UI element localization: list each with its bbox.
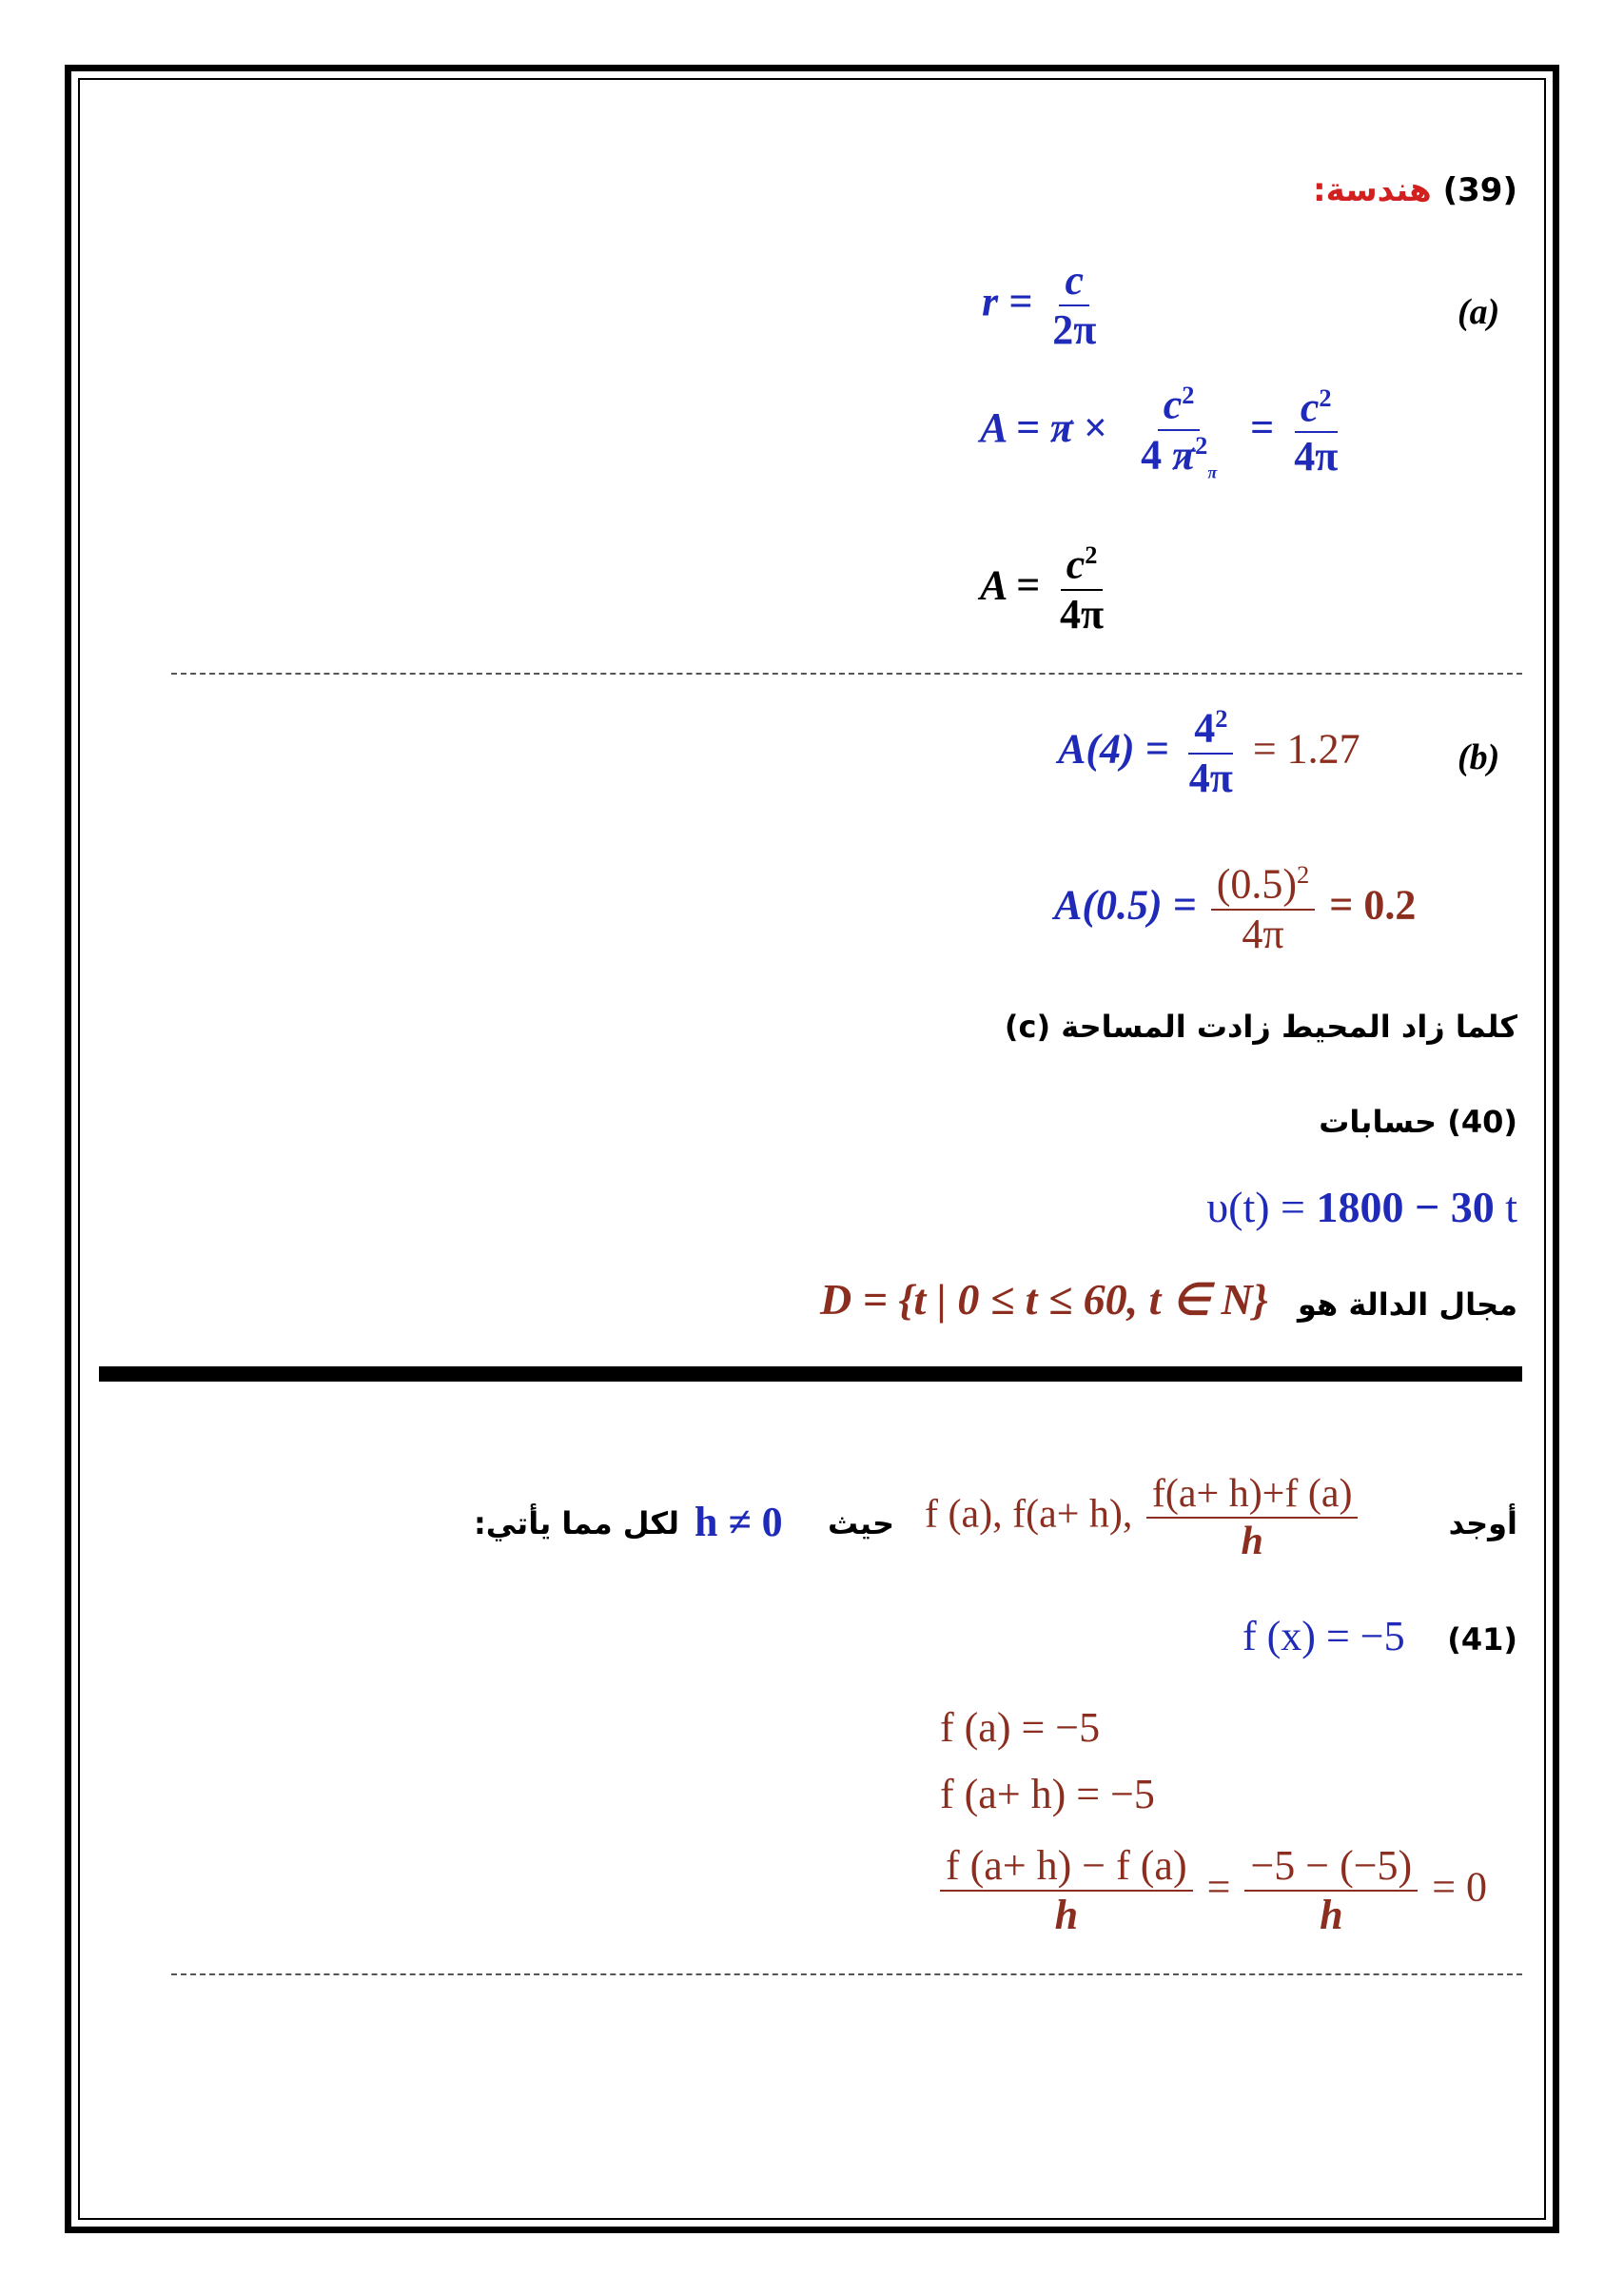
b2-rhs: = 0.2: [1329, 881, 1417, 929]
area-rnum: c: [1300, 383, 1320, 431]
q41-number: (41): [1447, 1621, 1517, 1658]
where-word: حيث: [828, 1505, 894, 1541]
q39-number: (39): [1442, 171, 1517, 209]
sq-5: 2: [1215, 704, 1228, 733]
thick-divider: [99, 1366, 1522, 1382]
final-num: c: [1066, 540, 1086, 588]
q39-heading: [1313, 171, 1517, 209]
sq-2: 2: [1195, 430, 1208, 460]
dq-result: = 0: [1432, 1863, 1488, 1911]
v-lhs: υ(t) =: [1206, 1183, 1305, 1231]
task-items: f (a), f(a+ h),: [925, 1492, 1133, 1537]
radius-den: 2π: [1052, 306, 1097, 354]
area-eq: =: [1250, 404, 1275, 452]
domain-expression: D = {t | 0 ≤ t ≤ 60, t ∈ N}: [820, 1275, 1268, 1324]
dq-num: f (a+ h) − f (a): [940, 1844, 1193, 1892]
radius-lhs: r =: [982, 278, 1033, 325]
area-derivation: [980, 383, 1347, 481]
final-lhs: A =: [980, 561, 1040, 609]
radius-formula: [982, 259, 1105, 352]
each-of-following: لكل مما يأتي:: [474, 1505, 679, 1541]
condition-h-nonzero: h ≠ 0: [695, 1499, 783, 1545]
difference-quotient: [936, 1844, 1487, 1937]
dq-mid-den: h: [1320, 1892, 1343, 1939]
b2-num: (0.5): [1216, 860, 1298, 908]
q40-heading: (40) حسابات: [1319, 1104, 1517, 1140]
sq-6: 2: [1297, 860, 1310, 889]
b1-den: 4π: [1188, 754, 1233, 801]
domain-label: مجال الدالة هو: [1297, 1286, 1517, 1323]
q41-function: f (x) = −5: [1242, 1613, 1405, 1659]
area-at-half: [1054, 862, 1416, 956]
b1-num: 4: [1194, 704, 1216, 752]
area-at-4: [1058, 706, 1360, 800]
part-c-text: (c) كلما زاد المحيط زادت المساحة: [1004, 1009, 1517, 1045]
area-den-four: 4: [1141, 431, 1163, 479]
dq-mid-num: −5 − (−5): [1244, 1844, 1418, 1892]
times-sign: ×: [1084, 404, 1108, 452]
b2-lhs: A(0.5) =: [1054, 881, 1197, 929]
final-den: 4π: [1060, 590, 1105, 638]
sq-1: 2: [1182, 381, 1195, 409]
dashed-divider-2: [171, 1973, 1522, 1975]
dq-eq: =: [1206, 1863, 1231, 1911]
velocity-function: [1206, 1182, 1517, 1232]
sq-3: 2: [1319, 383, 1332, 412]
dashed-divider-1: [171, 673, 1522, 675]
b1-lhs: A(4) =: [1058, 725, 1169, 773]
task-expression: [925, 1473, 1361, 1562]
v-rhs: 1800 − 30: [1316, 1183, 1495, 1231]
area-lhs: A =: [980, 404, 1040, 452]
q41-line-fa: f (a) = −5: [940, 1704, 1101, 1751]
q41-line-fah: f (a+ h) = −5: [940, 1771, 1155, 1817]
b1-rhs: = 1.27: [1252, 725, 1360, 773]
b2-den: 4π: [1242, 910, 1284, 957]
v-t: t: [1505, 1183, 1517, 1231]
area-rden: 4π: [1294, 433, 1339, 481]
find-word: أوجد: [1448, 1505, 1517, 1541]
sq-4: 2: [1085, 540, 1098, 569]
task-frac-num: f(a+ h)+f (a): [1146, 1473, 1359, 1519]
part-b-label: (b): [1458, 737, 1500, 777]
cancelled-pi-den: π: [1172, 431, 1196, 479]
cancelled-pi: π: [1050, 404, 1074, 452]
pi-sub: π: [1207, 462, 1218, 482]
area-final-formula: [980, 542, 1113, 637]
dq-den: h: [1054, 1892, 1079, 1939]
area-num: c: [1163, 381, 1183, 428]
radius-num: c: [1059, 259, 1089, 306]
part-a-label: (a): [1458, 292, 1500, 332]
task-frac-den: h: [1241, 1520, 1263, 1564]
q39-title: هندسة:: [1312, 171, 1432, 209]
